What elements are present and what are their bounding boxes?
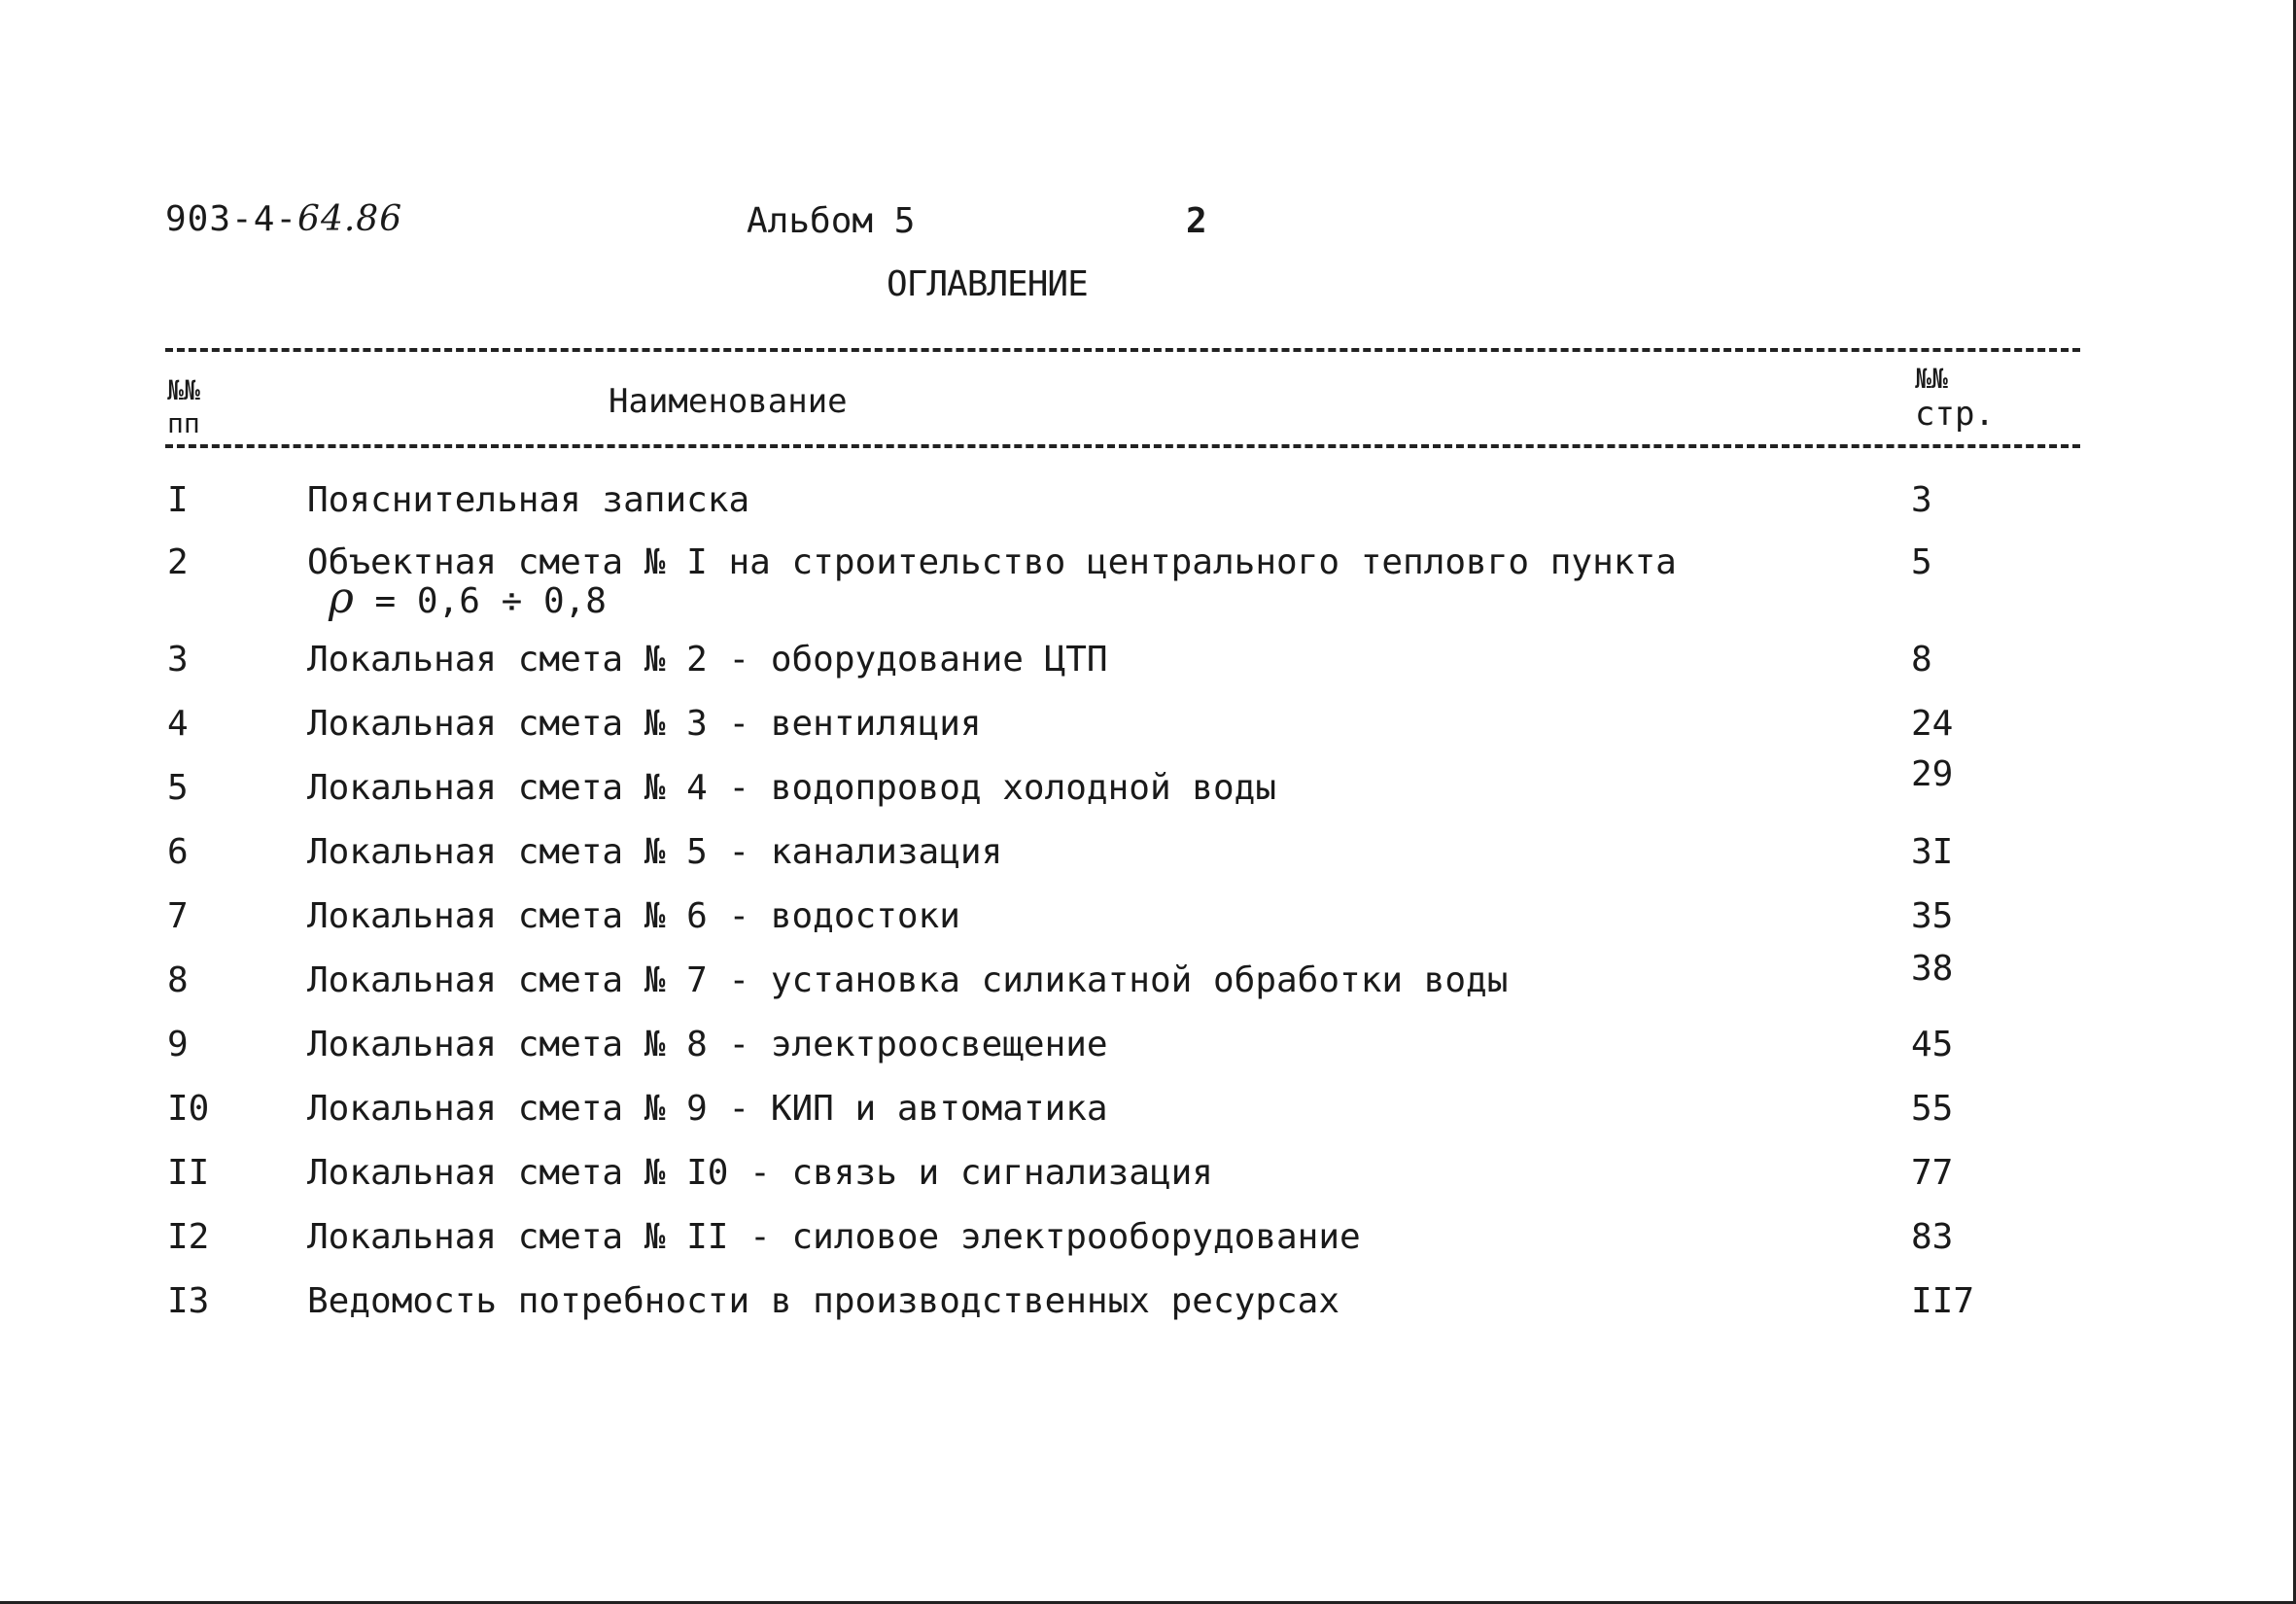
item-number: I0	[167, 1089, 210, 1129]
item-page: II7	[1911, 1281, 1975, 1321]
item-number: 9	[167, 1025, 189, 1064]
item-name: Пояснительная записка	[307, 480, 750, 520]
column-header-page-line2: стр.	[1915, 395, 1995, 434]
item-page: 24	[1911, 704, 1954, 744]
item-page: 35	[1911, 896, 1954, 936]
item-number: 8	[167, 960, 189, 1000]
item-page: 3	[1911, 480, 1932, 520]
item-number: 3	[167, 640, 189, 680]
column-header-name: Наименование	[609, 382, 848, 421]
list-item	[0, 1153, 2296, 1211]
item-name: Локальная смета № 3 - вентиляция	[307, 704, 982, 744]
item-number: 6	[167, 832, 189, 872]
item-name: Локальная смета № 7 - установка силикатной обработки воды	[307, 960, 1509, 1000]
item-name: Локальная смета № II - силовое электрооборудование	[307, 1217, 1361, 1257]
item-number: 2	[167, 542, 189, 582]
item-page: 29	[1911, 754, 1954, 794]
item-number: II	[167, 1153, 210, 1193]
rho-symbol: ρ	[329, 574, 354, 623]
item-name: Ведомость потребности в производственных ресурсах	[307, 1281, 1340, 1321]
item-page: 8	[1911, 640, 1932, 680]
item-page: 77	[1911, 1153, 1954, 1193]
list-item	[0, 640, 2296, 698]
item-name: Локальная смета № 2 - оборудование ЦТП	[307, 640, 1108, 680]
list-item	[0, 754, 2296, 826]
list-item	[0, 896, 2296, 955]
item-page: 3I	[1911, 832, 1954, 872]
item-number: 5	[167, 768, 189, 808]
item-name: Локальная смета № 8 - электроосвещение	[307, 1025, 1108, 1064]
rho-range: = 0,6 ÷ 0,8	[353, 581, 607, 621]
item-number: I3	[167, 1281, 210, 1321]
item-name-continuation	[307, 574, 1677, 623]
document-code-handwritten: 64.86	[297, 199, 403, 239]
list-item	[0, 542, 2296, 623]
item-number: I2	[167, 1217, 210, 1257]
album-label: Альбом 5	[747, 201, 916, 241]
item-name: Объектная смета № I на строительство центрального тепловго пункта	[307, 542, 1677, 582]
item-name-block	[307, 542, 1677, 623]
item-page: 83	[1911, 1217, 1954, 1257]
list-item	[0, 949, 2296, 1019]
item-page: 55	[1911, 1089, 1954, 1129]
list-item	[0, 1089, 2296, 1147]
item-name: Локальная смета № I0 - связь и сигнализация	[307, 1153, 1213, 1193]
column-header-number-line2: пп	[167, 407, 200, 439]
list-item	[0, 1217, 2296, 1275]
page-number: 2	[1186, 201, 1207, 241]
item-number: 4	[167, 704, 189, 744]
item-name: Локальная смета № 4 - водопровод холодной воды	[307, 768, 1276, 808]
item-name: Локальная смета № 5 - канализация	[307, 832, 1003, 872]
list-item	[0, 1281, 2296, 1340]
list-item	[0, 832, 2296, 890]
document-code-printed: 903-4-	[165, 199, 298, 239]
item-page: 5	[1911, 542, 1932, 582]
item-number: I	[167, 480, 189, 520]
list-item	[0, 704, 2296, 762]
item-page: 45	[1911, 1025, 1954, 1064]
list-item	[0, 1025, 2296, 1083]
item-name: Локальная смета № 6 - водостоки	[307, 896, 960, 936]
page-title: ОГЛАВЛЕНИЕ	[887, 264, 1088, 304]
column-header-page-line1: №№	[1915, 363, 1948, 395]
item-name: Локальная смета № 9 - КИП и автоматика	[307, 1089, 1108, 1129]
item-page: 38	[1911, 949, 1954, 989]
column-header-number-line1: №№	[167, 374, 200, 406]
item-number: 7	[167, 896, 189, 936]
list-item	[0, 480, 2296, 539]
